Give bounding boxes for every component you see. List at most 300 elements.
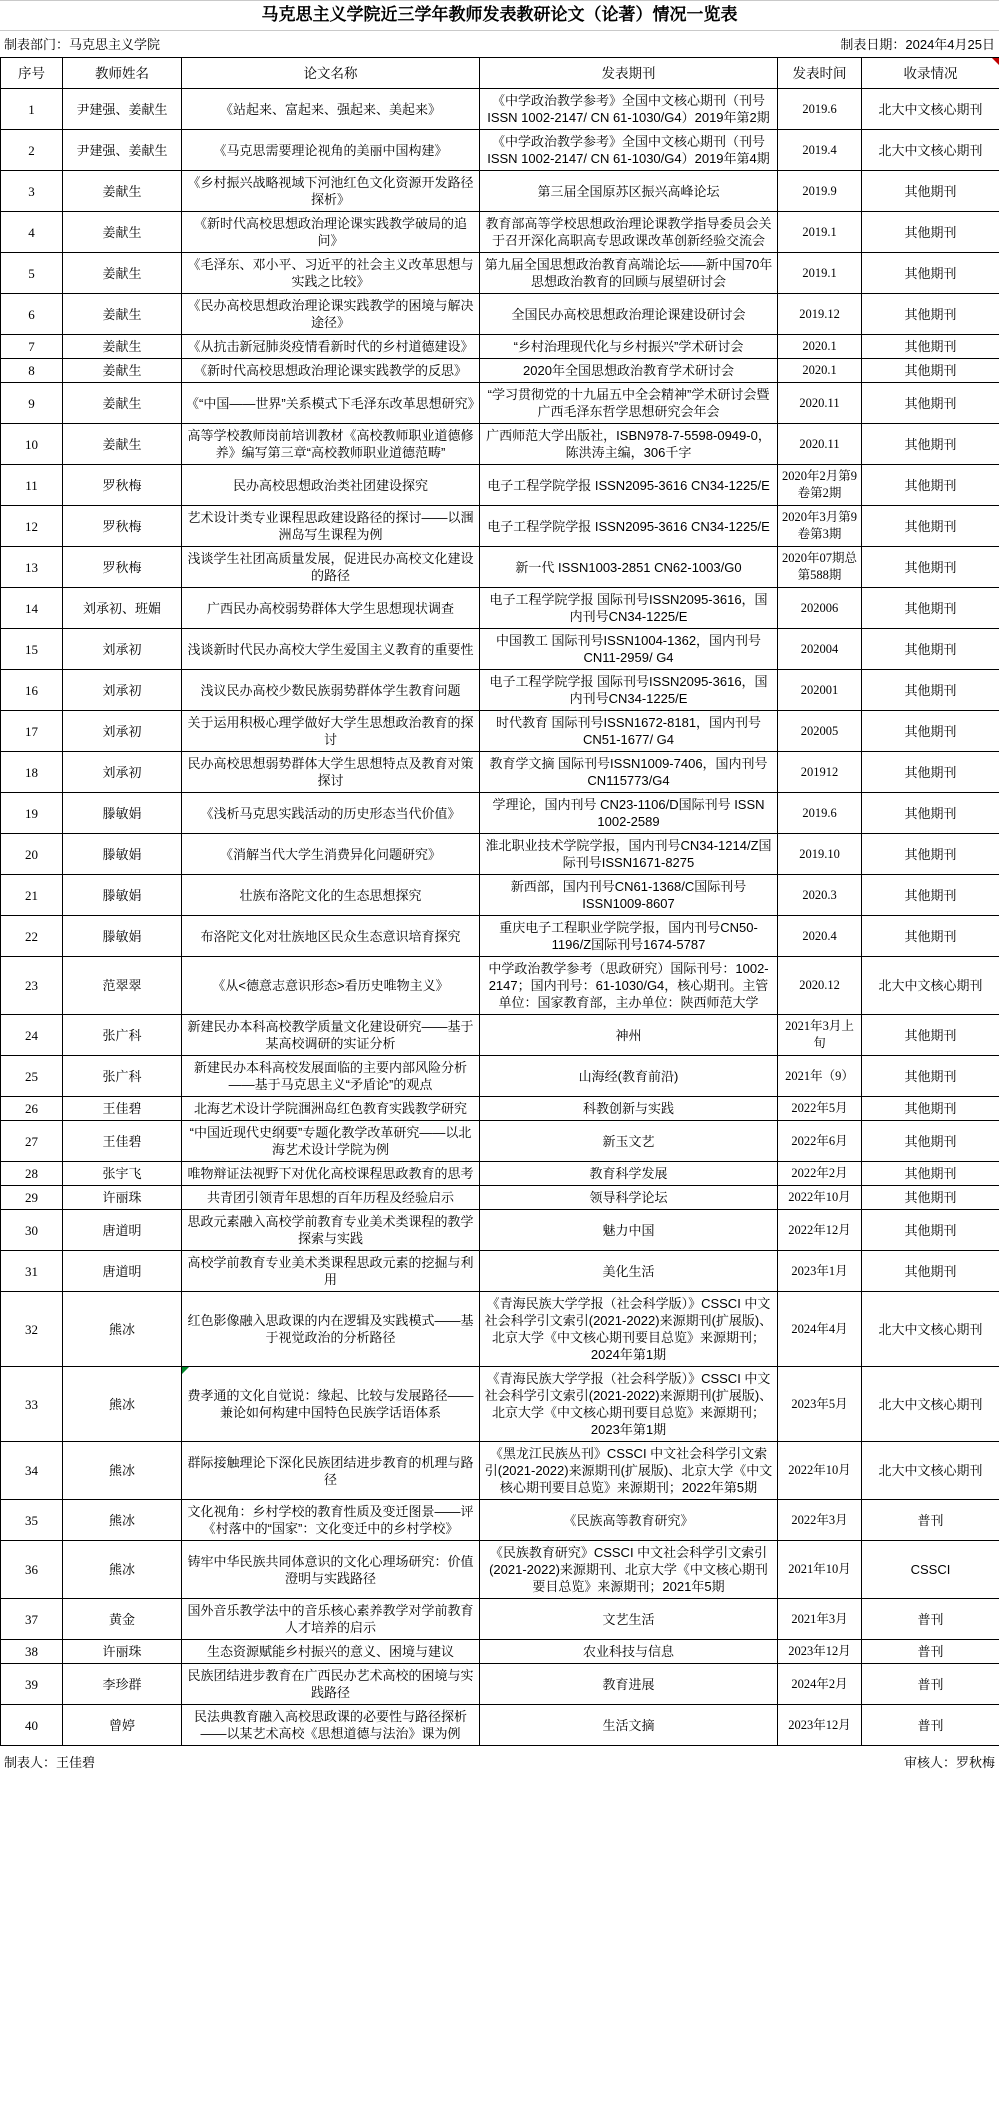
preparer: 制表人：王佳碧 <box>4 1755 96 1770</box>
cell-teacher: 姜献生 <box>63 253 182 294</box>
cell-publish-time: 2020年2月第9卷第2期 <box>778 465 862 506</box>
prepared-by-department: 制表部门：马克思主义学院 <box>4 37 161 52</box>
cell-index-status: 北大中文核心期刊 <box>862 1442 999 1500</box>
table-row <box>1 1162 999 1186</box>
cell-paper-title <box>182 424 480 465</box>
cell-no: 2 <box>1 130 63 171</box>
cell-publish-time: 2019.6 <box>778 793 862 834</box>
cell-teacher: 姜献生 <box>63 383 182 424</box>
table-row <box>1 130 999 171</box>
cell-publish-time: 2021年3月上旬 <box>778 1015 862 1056</box>
table-row <box>1 424 999 465</box>
cell-publish-time: 2024年2月 <box>778 1664 862 1705</box>
cell-journal: 科教创新与实践 <box>480 1097 778 1121</box>
cell-teacher: 刘承初、班媚 <box>63 588 182 629</box>
cell-teacher: 张广科 <box>63 1015 182 1056</box>
cell-journal: 新一代 ISSN1003-2851 CN62-1003/G0 <box>480 547 778 588</box>
cell-paper-title <box>182 465 480 506</box>
cell-no: 36 <box>1 1541 63 1599</box>
cell-journal: 山海经(教育前沿) <box>480 1056 778 1097</box>
cell-journal: 教育学文摘 国际刊号ISSN1009-7406，国内刊号CN115773/G4 <box>480 752 778 793</box>
cell-journal: 领导科学论坛 <box>480 1186 778 1210</box>
table-row <box>1 1705 999 1746</box>
cell-paper-title <box>182 383 480 424</box>
cell-journal: 电子工程学院学报 ISSN2095-3616 CN34-1225/E <box>480 506 778 547</box>
cell-journal: 重庆电子工程职业学院学报，国内刊号CN50-1196/Z国际刊号1674-5787 <box>480 916 778 957</box>
cell-journal: 新玉文艺 <box>480 1121 778 1162</box>
cell-publish-time: 2022年5月 <box>778 1097 862 1121</box>
table-row <box>1 465 999 506</box>
paper-title-text: 思政元素融入高校学前教育专业美术类课程的教学探索与实践 <box>187 1214 474 1246</box>
cell-index-status: 其他期刊 <box>862 834 999 875</box>
cell-paper-title <box>182 1599 480 1640</box>
cell-publish-time: 2022年2月 <box>778 1162 862 1186</box>
paper-title-text: 唯物辩证法视野下对优化高校课程思政教育的思考 <box>187 1166 474 1181</box>
cell-journal: 学理论，国内刊号 CN23-1106/D国际刊号 ISSN 1002-2589 <box>480 793 778 834</box>
table-row <box>1 383 999 424</box>
cell-no: 26 <box>1 1097 63 1121</box>
cell-journal: 全国民办高校思想政治理论课建设研讨会 <box>480 294 778 335</box>
cell-paper-title <box>182 359 480 383</box>
cell-paper-title <box>182 916 480 957</box>
cell-paper-title <box>182 1251 480 1292</box>
table-row <box>1 670 999 711</box>
col-header-status: 收录情况 <box>862 58 999 89</box>
cell-teacher: 尹建强、姜献生 <box>63 130 182 171</box>
table-row <box>1 506 999 547</box>
cell-paper-title <box>182 793 480 834</box>
page-title: 马克思主义学院近三学年教师发表教研论文（论著）情况一览表 <box>0 1 999 31</box>
table-row <box>1 1541 999 1599</box>
cell-no: 32 <box>1 1292 63 1367</box>
cell-journal: 教育科学发展 <box>480 1162 778 1186</box>
cell-teacher: 姜献生 <box>63 359 182 383</box>
cell-journal: 2020年全国思想政治教育学术研讨会 <box>480 359 778 383</box>
cell-no: 31 <box>1 1251 63 1292</box>
cell-index-status: 普刊 <box>862 1640 999 1664</box>
comment-marker-red-icon <box>992 58 999 65</box>
cell-journal: 《青海民族大学学报（社会科学版）》CSSCI 中文社会科学引文索引(2021-2022)来源期刊(扩展版)、北京大学《中文核心期刊要目总览》来源期刊；2024年第1期 <box>480 1292 778 1367</box>
cell-no: 7 <box>1 335 63 359</box>
table-row <box>1 1599 999 1640</box>
cell-paper-title <box>182 957 480 1015</box>
paper-title-text: 《浅析马克思实践活动的历史形态当代价值》 <box>200 805 461 821</box>
cell-no: 22 <box>1 916 63 957</box>
cell-publish-time: 2022年3月 <box>778 1500 862 1541</box>
cell-index-status: 其他期刊 <box>862 752 999 793</box>
table-row <box>1 335 999 359</box>
cell-index-status: 其他期刊 <box>862 212 999 253</box>
cell-journal: 美化生活 <box>480 1251 778 1292</box>
cell-no: 16 <box>1 670 63 711</box>
col-header-teacher: 教师姓名 <box>63 58 182 89</box>
cell-no: 9 <box>1 383 63 424</box>
cell-no: 33 <box>1 1367 63 1442</box>
cell-journal: 中国教工 国际刊号ISSN1004-1362，国内刊号CN11-2959/ G4 <box>480 629 778 670</box>
cell-paper-title <box>182 1640 480 1664</box>
table-row <box>1 1251 999 1292</box>
cell-publish-time: 2019.4 <box>778 130 862 171</box>
paper-title-text: 高等学校教师岗前培训教材《高校教师职业道德修养》编写第三章“高校教师职业道德范畴” <box>187 428 474 460</box>
reviewer: 审核人：罗秋梅 <box>903 1755 995 1770</box>
cell-publish-time: 2020.11 <box>778 424 862 465</box>
paper-title-text: 《从抗击新冠肺炎疫情看新时代的乡村道德建设》 <box>187 339 474 354</box>
cell-teacher: 许丽珠 <box>63 1186 182 1210</box>
cell-paper-title <box>182 1015 480 1056</box>
table-row <box>1 834 999 875</box>
paper-title-text: 群际接触理论下深化民族团结进步教育的机理与路径 <box>187 1454 474 1487</box>
cell-paper-title <box>182 89 480 130</box>
cell-paper-title <box>182 670 480 711</box>
cell-paper-title <box>182 1097 480 1121</box>
cell-no: 38 <box>1 1640 63 1664</box>
table-row <box>1 875 999 916</box>
cell-index-status: 普刊 <box>862 1500 999 1541</box>
cell-paper-title <box>182 1162 480 1186</box>
cell-index-status: 其他期刊 <box>862 1097 999 1121</box>
cell-publish-time: 2020年3月第9卷第3期 <box>778 506 862 547</box>
col-header-journal: 发表期刊 <box>480 58 778 89</box>
cell-publish-time: 202004 <box>778 629 862 670</box>
cell-publish-time: 201912 <box>778 752 862 793</box>
cell-index-status: 其他期刊 <box>862 793 999 834</box>
cell-journal: 《黑龙江民族丛刊》CSSCI 中文社会科学引文索引(2021-2022)来源期刊(扩展版)、北京大学《中文核心期刊要目总览》来源期刊；2022年第5期 <box>480 1442 778 1500</box>
cell-paper-title <box>182 1367 480 1442</box>
cell-index-status: 其他期刊 <box>862 547 999 588</box>
papers-table <box>0 57 999 1746</box>
table-row <box>1 547 999 588</box>
cell-paper-title <box>182 629 480 670</box>
cell-index-status: 其他期刊 <box>862 171 999 212</box>
cell-paper-title <box>182 547 480 588</box>
cell-journal: “乡村治理现代化与乡村振兴”学术研讨会 <box>480 335 778 359</box>
cell-teacher: 刘承初 <box>63 711 182 752</box>
cell-paper-title <box>182 1705 480 1746</box>
cell-journal: “学习贯彻党的十九届五中全会精神”学术研讨会暨广西毛泽东哲学思想研究会年会 <box>480 383 778 424</box>
cell-publish-time: 2021年（9） <box>778 1056 862 1097</box>
cell-journal: 教育部高等学校思想政治理论课教学指导委员会关于召开深化高职高专思政课改革创新经验交流会 <box>480 212 778 253</box>
cell-publish-time: 2019.1 <box>778 212 862 253</box>
cell-no: 14 <box>1 588 63 629</box>
cell-index-status: 其他期刊 <box>862 359 999 383</box>
cell-index-status: 其他期刊 <box>862 424 999 465</box>
cell-no: 19 <box>1 793 63 834</box>
cell-paper-title <box>182 1056 480 1097</box>
cell-teacher: 刘承初 <box>63 752 182 793</box>
paper-title-text: 北海艺术设计学院涠洲岛红色教育实践教学研究 <box>193 1101 467 1116</box>
cell-journal: 文艺生活 <box>480 1599 778 1640</box>
cell-publish-time: 2019.9 <box>778 171 862 212</box>
cell-no: 13 <box>1 547 63 588</box>
table-row <box>1 793 999 834</box>
cell-teacher: 滕敏娟 <box>63 916 182 957</box>
paper-title-text: 《乡村振兴战略视域下河池红色文化资源开发路径探析》 <box>187 175 474 207</box>
paper-title-text: 广西民办高校弱势群体大学生思想现状调查 <box>206 600 454 616</box>
table-row <box>1 752 999 793</box>
paper-title-text: 《“中国——世界”关系模式下毛泽东改革思想研究》 <box>186 395 481 411</box>
cell-teacher: 罗秋梅 <box>63 547 182 588</box>
cell-no: 21 <box>1 875 63 916</box>
cell-publish-time: 2019.1 <box>778 253 862 294</box>
cell-journal: 新西部，国内刊号CN61-1368/C国际刊号 ISSN1009-8607 <box>480 875 778 916</box>
table-row <box>1 1500 999 1541</box>
cell-teacher: 尹建强、姜献生 <box>63 89 182 130</box>
cell-journal: 广西师范大学出版社，ISBN978-7-5598-0949-0，陈洪涛主编，306千字 <box>480 424 778 465</box>
paper-title-text: 铸牢中华民族共同体意识的文化心理场研究：价值澄明与实践路径 <box>187 1553 474 1586</box>
table-row <box>1 1056 999 1097</box>
cell-index-status: 北大中文核心期刊 <box>862 1367 999 1442</box>
cell-index-status: 其他期刊 <box>862 1015 999 1056</box>
cell-paper-title <box>182 1210 480 1251</box>
cell-publish-time: 2022年12月 <box>778 1210 862 1251</box>
cell-publish-time: 202001 <box>778 670 862 711</box>
table-row <box>1 212 999 253</box>
table-row <box>1 629 999 670</box>
cell-index-status: 其他期刊 <box>862 1210 999 1251</box>
cell-journal: 神州 <box>480 1015 778 1056</box>
paper-title-text: 民法典教育融入高校思政课的必要性与路径探析——以某艺术高校《思想道德与法治》课为例 <box>193 1709 467 1741</box>
cell-teacher: 姜献生 <box>63 424 182 465</box>
cell-no: 29 <box>1 1186 63 1210</box>
paper-title-text: 浅谈学生社团高质量发展，促进民办高校文化建设的路径 <box>187 551 474 583</box>
paper-title-text: 《毛泽东、邓小平、习近平的社会主义改革思想与实践之比较》 <box>187 257 474 289</box>
table-body <box>1 89 999 1746</box>
table-row <box>1 588 999 629</box>
cell-teacher: 唐道明 <box>63 1210 182 1251</box>
cell-teacher: 熊冰 <box>63 1541 182 1599</box>
paper-title-text: 国外音乐教学法中的音乐核心素养教学对学前教育人才培养的启示 <box>187 1603 474 1635</box>
paper-title-text: 《站起来、富起来、强起来、美起来》 <box>219 101 441 117</box>
cell-journal: 时代教育 国际刊号ISSN1672-8181，国内刊号CN51-1677/ G4 <box>480 711 778 752</box>
cell-no: 27 <box>1 1121 63 1162</box>
cell-journal: 《中学政治教学参考》全国中文核心期刊（刊号ISSN 1002-2147/ CN 61-1030/G4）2019年第4期 <box>480 130 778 171</box>
cell-teacher: 姜献生 <box>63 294 182 335</box>
cell-publish-time: 2023年1月 <box>778 1251 862 1292</box>
cell-index-status: 普刊 <box>862 1664 999 1705</box>
cell-no: 18 <box>1 752 63 793</box>
cell-index-status: 其他期刊 <box>862 1186 999 1210</box>
cell-index-status: 其他期刊 <box>862 253 999 294</box>
cell-publish-time: 2019.12 <box>778 294 862 335</box>
cell-teacher: 刘承初 <box>63 629 182 670</box>
cell-journal: 《民族教育研究》CSSCI 中文社会科学引文索引(2021-2022)来源期刊、北京大学《中文核心期刊要目总览》来源期刊；2021年5期 <box>480 1541 778 1599</box>
cell-paper-title <box>182 834 480 875</box>
paper-title-text: 浅谈新时代民办高校大学生爱国主义教育的重要性 <box>187 641 474 657</box>
cell-paper-title <box>182 875 480 916</box>
cell-index-status: 北大中文核心期刊 <box>862 89 999 130</box>
cell-teacher: 曾婷 <box>63 1705 182 1746</box>
cell-publish-time: 2020.3 <box>778 875 862 916</box>
col-header-no: 序号 <box>1 58 63 89</box>
cell-publish-time: 2020年07期总第588期 <box>778 547 862 588</box>
paper-title-text: 红色影像融入思政课的内在逻辑及实践模式——基于视觉政治的分析路径 <box>187 1313 474 1345</box>
cell-no: 3 <box>1 171 63 212</box>
cell-no: 6 <box>1 294 63 335</box>
paper-title-text: 共青团引领青年思想的百年历程及经验启示 <box>206 1190 454 1205</box>
paper-title-text: 费孝通的文化自觉说：缘起、比较与发展路径——兼论如何构建中国特色民族学话语体系 <box>187 1388 474 1420</box>
cell-publish-time: 2021年3月 <box>778 1599 862 1640</box>
cell-no: 17 <box>1 711 63 752</box>
table-row <box>1 359 999 383</box>
paper-title-text: “中国近现代史纲要”专题化教学改革研究——以北海艺术设计学院为例 <box>189 1125 472 1157</box>
cell-no: 20 <box>1 834 63 875</box>
cell-no: 34 <box>1 1442 63 1500</box>
cell-no: 8 <box>1 359 63 383</box>
cell-paper-title <box>182 335 480 359</box>
cell-paper-title <box>182 1121 480 1162</box>
cell-teacher: 范翠翠 <box>63 957 182 1015</box>
cell-paper-title <box>182 212 480 253</box>
cell-teacher: 许丽珠 <box>63 1640 182 1664</box>
cell-journal: 电子工程学院学报 国际刊号ISSN2095-3616，国内刊号CN34-1225/E <box>480 670 778 711</box>
cell-index-status: 其他期刊 <box>862 1056 999 1097</box>
cell-paper-title <box>182 1541 480 1599</box>
paper-title-text: 文化视角：乡村学校的教育性质及变迁图景——评《村落中的“国家”：文化变迁中的乡村学校》 <box>187 1504 474 1536</box>
col-header-paper-title: 论文名称 <box>182 58 480 89</box>
cell-index-status: 北大中文核心期刊 <box>862 1292 999 1367</box>
cell-no: 39 <box>1 1664 63 1705</box>
paper-title-text: 布洛陀文化对壮族地区民众生态意识培育探究 <box>200 928 461 944</box>
cell-no: 10 <box>1 424 63 465</box>
cell-index-status: 其他期刊 <box>862 875 999 916</box>
cell-index-status: 其他期刊 <box>862 629 999 670</box>
cell-no: 35 <box>1 1500 63 1541</box>
cell-index-status: 普刊 <box>862 1599 999 1640</box>
meta-row <box>0 31 999 57</box>
cell-teacher: 姜献生 <box>63 335 182 359</box>
cell-paper-title <box>182 253 480 294</box>
table-row <box>1 253 999 294</box>
table-row <box>1 1292 999 1367</box>
cell-no: 28 <box>1 1162 63 1186</box>
cell-no: 12 <box>1 506 63 547</box>
table-row <box>1 171 999 212</box>
cell-index-status: 其他期刊 <box>862 506 999 547</box>
cell-journal: 魅力中国 <box>480 1210 778 1251</box>
footer-row <box>0 1746 999 1779</box>
cell-teacher: 唐道明 <box>63 1251 182 1292</box>
cell-journal: 淮北职业技术学院学报，国内刊号CN34-1214/Z国际刊号ISSN1671-8275 <box>480 834 778 875</box>
cell-teacher: 姜献生 <box>63 171 182 212</box>
cell-teacher: 滕敏娟 <box>63 834 182 875</box>
cell-paper-title <box>182 1500 480 1541</box>
header-row <box>1 58 999 89</box>
cell-teacher: 熊冰 <box>63 1442 182 1500</box>
cell-no: 37 <box>1 1599 63 1640</box>
cell-publish-time: 2020.1 <box>778 335 862 359</box>
comment-marker-green-icon <box>182 1367 189 1374</box>
cell-paper-title <box>182 1292 480 1367</box>
cell-journal: 电子工程学院学报 ISSN2095-3616 CN34-1225/E <box>480 465 778 506</box>
cell-index-status: 北大中文核心期刊 <box>862 957 999 1015</box>
table-row <box>1 1367 999 1442</box>
table-row <box>1 916 999 957</box>
cell-publish-time: 2022年6月 <box>778 1121 862 1162</box>
cell-journal: 教育进展 <box>480 1664 778 1705</box>
cell-journal: 《民族高等教育研究》 <box>480 1500 778 1541</box>
cell-no: 24 <box>1 1015 63 1056</box>
cell-index-status: 其他期刊 <box>862 1121 999 1162</box>
cell-paper-title <box>182 130 480 171</box>
cell-index-status: 其他期刊 <box>862 465 999 506</box>
paper-title-text: 民办高校思想弱势群体大学生思想特点及教育对策探讨 <box>187 756 474 788</box>
cell-paper-title <box>182 1664 480 1705</box>
cell-no: 5 <box>1 253 63 294</box>
cell-teacher: 张广科 <box>63 1056 182 1097</box>
cell-teacher: 李珍群 <box>63 1664 182 1705</box>
cell-publish-time: 2020.12 <box>778 957 862 1015</box>
cell-teacher: 滕敏娟 <box>63 793 182 834</box>
cell-teacher: 熊冰 <box>63 1367 182 1442</box>
table-row <box>1 1664 999 1705</box>
cell-no: 30 <box>1 1210 63 1251</box>
cell-publish-time: 2023年12月 <box>778 1640 862 1664</box>
cell-index-status: 北大中文核心期刊 <box>862 130 999 171</box>
cell-paper-title <box>182 294 480 335</box>
cell-publish-time: 2023年12月 <box>778 1705 862 1746</box>
cell-index-status: 其他期刊 <box>862 1162 999 1186</box>
cell-index-status: 其他期刊 <box>862 383 999 424</box>
cell-no: 25 <box>1 1056 63 1097</box>
table-row <box>1 1121 999 1162</box>
cell-journal: 《中学政治教学参考》全国中文核心期刊（刊号ISSN 1002-2147/ CN 61-1030/G4）2019年第2期 <box>480 89 778 130</box>
cell-publish-time: 2024年4月 <box>778 1292 862 1367</box>
cell-index-status: 其他期刊 <box>862 588 999 629</box>
cell-teacher: 刘承初 <box>63 670 182 711</box>
cell-index-status: 其他期刊 <box>862 1251 999 1292</box>
cell-no: 11 <box>1 465 63 506</box>
cell-no: 23 <box>1 957 63 1015</box>
table-row <box>1 89 999 130</box>
cell-teacher: 熊冰 <box>63 1500 182 1541</box>
paper-title-text: 《消解当代大学生消费异化问题研究》 <box>219 846 441 862</box>
cell-publish-time: 2021年10月 <box>778 1541 862 1599</box>
cell-index-status: CSSCI <box>862 1541 999 1599</box>
cell-no: 1 <box>1 89 63 130</box>
cell-index-status: 其他期刊 <box>862 670 999 711</box>
paper-title-text: 民办高校思想政治类社团建设探究 <box>232 477 428 493</box>
paper-title-text: 《新时代高校思想政治理论课实践教学的反思》 <box>193 363 467 378</box>
cell-publish-time: 202005 <box>778 711 862 752</box>
cell-index-status: 其他期刊 <box>862 294 999 335</box>
paper-title-text: 新建民办本科高校发展面临的主要内部风险分析——基于马克思主义“矛盾论”的观点 <box>193 1060 467 1092</box>
paper-title-text: 生态资源赋能乡村振兴的意义、困境与建议 <box>206 1644 454 1659</box>
paper-title-text: 《民办高校思想政治理论课实践教学的困境与解决途径》 <box>187 298 474 330</box>
table-row <box>1 1186 999 1210</box>
cell-teacher: 滕敏娟 <box>63 875 182 916</box>
cell-journal: 电子工程学院学报 国际刊号ISSN2095-3616，国内刊号CN34-1225/E <box>480 588 778 629</box>
cell-paper-title <box>182 171 480 212</box>
cell-journal: 《青海民族大学学报（社会科学版）》CSSCI 中文社会科学引文索引(2021-2022)来源期刊(扩展版)、北京大学《中文核心期刊要目总览》来源期刊；2023年第1期 <box>480 1367 778 1442</box>
table-row <box>1 1640 999 1664</box>
cell-paper-title <box>182 711 480 752</box>
paper-title-text: 民族团结进步教育在广西民办艺术高校的困境与实践路径 <box>187 1668 474 1700</box>
paper-title-text: 《新时代高校思想政治理论课实践教学破局的追问》 <box>193 216 467 248</box>
table-row <box>1 957 999 1015</box>
paper-title-text: 艺术设计类专业课程思政建设路径的探讨——以涠洲岛写生课程为例 <box>187 510 474 542</box>
cell-index-status: 普刊 <box>862 1705 999 1746</box>
table-row <box>1 1210 999 1251</box>
cell-paper-title <box>182 1186 480 1210</box>
cell-publish-time: 2020.4 <box>778 916 862 957</box>
cell-teacher: 罗秋梅 <box>63 465 182 506</box>
cell-journal: 第九届全国思想政治教育高端论坛——新中国70年思想政治教育的回顾与展望研讨会 <box>480 253 778 294</box>
cell-paper-title <box>182 752 480 793</box>
cell-index-status: 其他期刊 <box>862 335 999 359</box>
table-row <box>1 1015 999 1056</box>
cell-teacher: 张宇飞 <box>63 1162 182 1186</box>
cell-publish-time: 2020.11 <box>778 383 862 424</box>
